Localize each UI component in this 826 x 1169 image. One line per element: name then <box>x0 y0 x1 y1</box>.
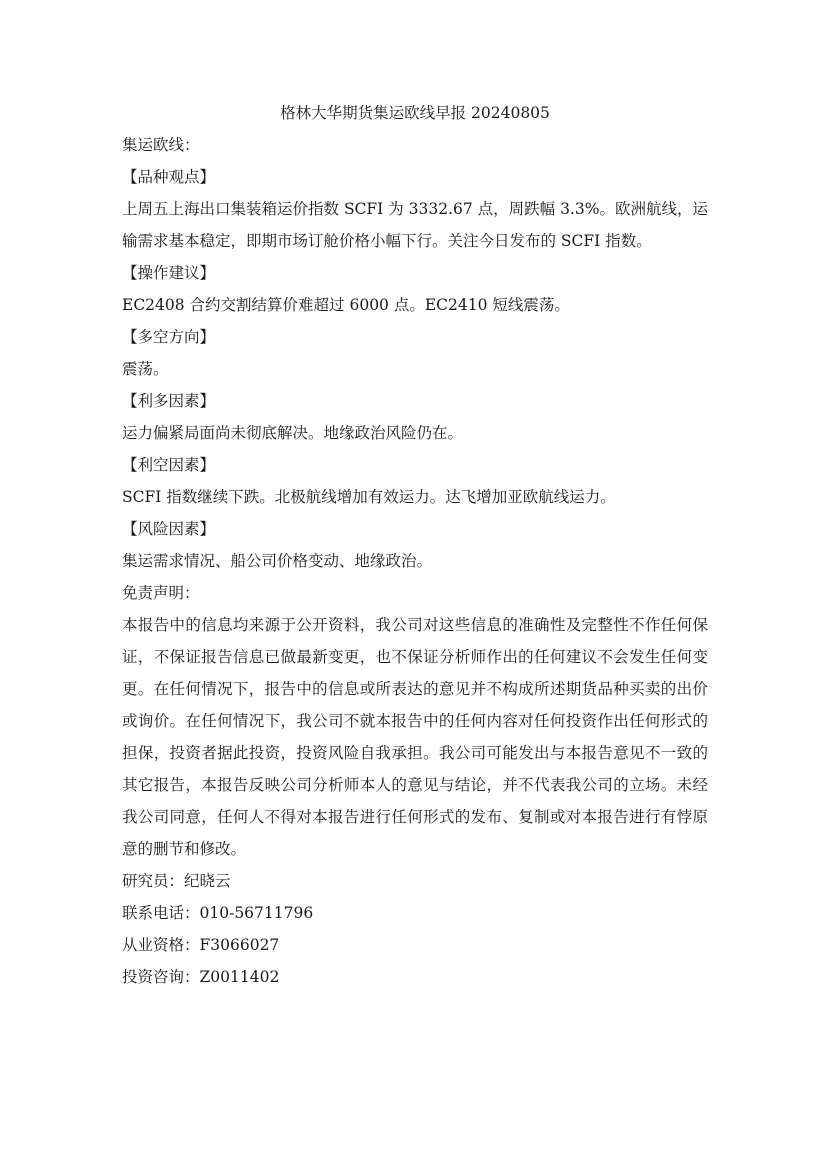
report-body <box>122 97 708 993</box>
qualification-line: 从业资格：F3066027 <box>122 936 280 954</box>
viewpoint-heading: 【品种观点】 <box>122 168 216 186</box>
consulting-line: 投资咨询：Z0011402 <box>122 968 280 986</box>
advice-heading: 【操作建议】 <box>122 264 216 282</box>
bullish-text: 运力偏紧局面尚未彻底解决。地缘政治风险仍在。 <box>122 424 464 442</box>
section-label: 集运欧线： <box>122 136 200 154</box>
risk-heading: 【风险因素】 <box>122 520 216 538</box>
researcher-line: 研究员：纪晓云 <box>122 872 231 890</box>
phone-line: 联系电话：010-56711796 <box>122 904 314 922</box>
advice-text: EC2408 合约交割结算价难超过 6000 点。EC2410 短线震荡。 <box>122 296 570 314</box>
bearish-heading: 【利空因素】 <box>122 456 216 474</box>
report-title: 格林大华期货集运欧线早报 20240805 <box>280 104 550 122</box>
viewpoint-text: 上周五上海出口集装箱运价指数 SCFI 为 3332.67 点，周跌幅 3.3%。欧洲航线，运输需求基本稳定，即期市场订舱价格小幅下行。关注今日发布的 SCFI 指数。 <box>122 200 708 250</box>
direction-heading: 【多空方向】 <box>122 328 216 346</box>
bullish-heading: 【利多因素】 <box>122 392 216 410</box>
direction-text: 震荡。 <box>122 360 169 378</box>
disclaimer-text: 本报告中的信息均来源于公开资料，我公司对这些信息的准确性及完整性不作任何保证，不保证报告信息已做最新变更，也不保证分析师作出的任何建议不会发生任何变更。在任何情况下，报告中的信息或所表达的意见并不构成所述期货品种买卖的出价或询价。在任何情况下，我公司不就本报告中的任何内容对任何投资作出任何形式的担保，投资者据此投资，投资风险自我承担。我公司可能发出与本报告意见不一致的其它报告，本报告反映公司分析师本人的意见与结论，并不代表我公司的立场。未经我公司同意，任何人不得对本报告进行任何形式的发布、复制或对本报告进行有悖原意的删节和修改。 <box>122 616 708 858</box>
bearish-text: SCFI 指数继续下跌。北极航线增加有效运力。达飞增加亚欧航线运力。 <box>122 488 616 506</box>
disclaimer-heading: 免责声明： <box>122 584 200 602</box>
risk-text: 集运需求情况、船公司价格变动、地缘政治。 <box>122 552 433 570</box>
